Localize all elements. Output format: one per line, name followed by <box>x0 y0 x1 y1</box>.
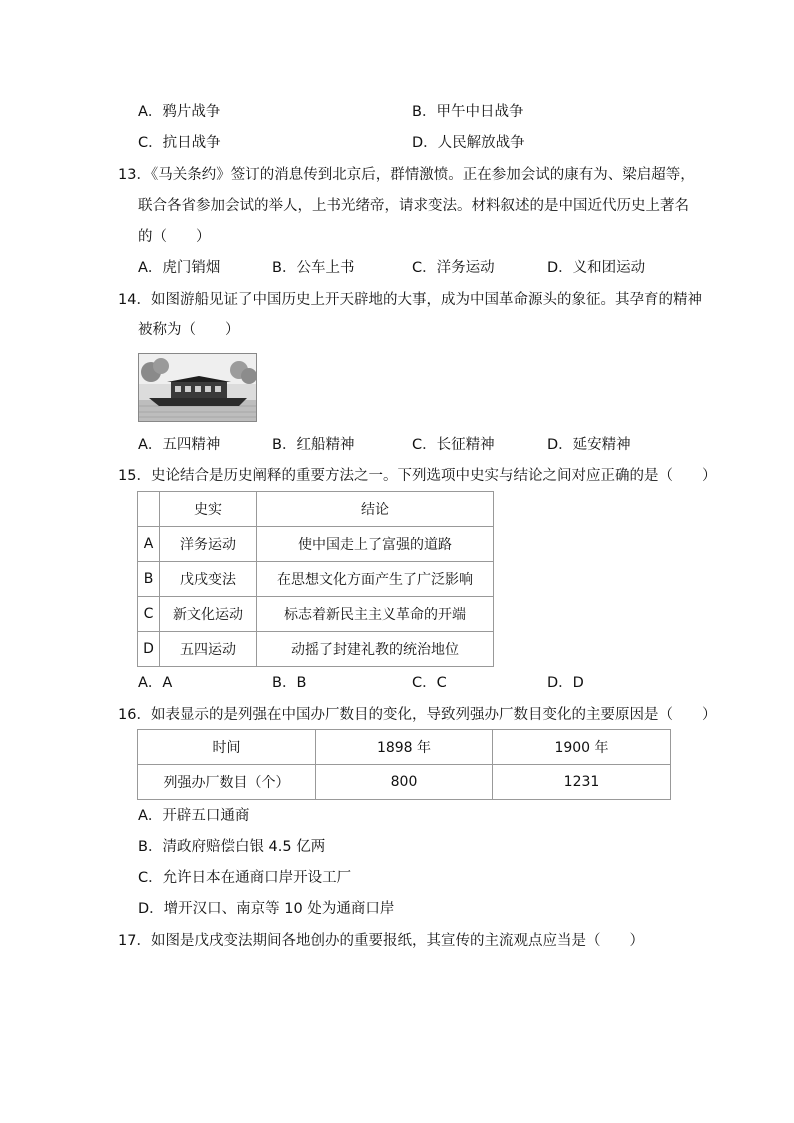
q14-option-b[interactable]: B．红船精神 <box>272 437 355 453</box>
table-header-row <box>138 730 671 765</box>
q13-option-b[interactable]: B．公车上书 <box>272 260 355 276</box>
table-cell: 五四运动 <box>160 632 257 667</box>
table-cell: D <box>138 632 160 667</box>
table-cell: 使中国走上了富强的道路 <box>257 527 494 562</box>
red-boat-photo <box>138 353 257 422</box>
q14-option-d[interactable]: D．延安精神 <box>547 437 631 453</box>
q13-option-c[interactable]: C．洋务运动 <box>412 260 495 276</box>
q14-stem-line1: 14．如图游船见证了中国历史上开天辟地的大事，成为中国革命源头的象征。其孕育的精神 <box>118 292 702 308</box>
table-cell: 1231 <box>493 765 671 800</box>
q16-option-a[interactable]: A．开辟五口通商 <box>138 808 250 824</box>
table-cell: 戊戌变法 <box>160 562 257 597</box>
q12-option-d[interactable]: D．人民解放战争 <box>412 135 525 151</box>
table-header-cell: 时间 <box>138 730 316 765</box>
q14-stem-line2: 被称为（ ） <box>138 322 240 338</box>
q16-option-c[interactable]: C．允许日本在通商口岸开设工厂 <box>138 870 352 886</box>
q15-option-a[interactable]: A．A <box>138 675 173 691</box>
table-row <box>138 562 494 597</box>
q15-option-b[interactable]: B．B <box>272 675 307 691</box>
q16-option-b[interactable]: B．清政府赔偿白银 4.5 亿两 <box>138 839 326 855</box>
q13-option-a[interactable]: A．虎门销烟 <box>138 260 221 276</box>
q13-stem-line3: 的（ ） <box>138 229 211 245</box>
q17-stem: 17．如图是戊戌变法期间各地创办的重要报纸，其宣传的主流观点应当是（ ） <box>118 933 644 949</box>
q16-option-d[interactable]: D．增开汉口、南京等 10 处为通商口岸 <box>138 901 395 917</box>
table-row <box>138 597 494 632</box>
table-cell: 动摇了封建礼教的统治地位 <box>257 632 494 667</box>
q13-option-d[interactable]: D．义和团运动 <box>547 260 646 276</box>
table-cell: B <box>138 562 160 597</box>
q16-table <box>137 729 671 800</box>
q16-stem: 16．如表显示的是列强在中国办厂数目的变化，导致列强办厂数目变化的主要原因是（ ） <box>118 707 717 723</box>
q14-option-a[interactable]: A．五四精神 <box>138 437 221 453</box>
q12-option-a[interactable]: A．鸦片战争 <box>138 104 221 120</box>
table-header-cell: 1900 年 <box>493 730 671 765</box>
table-header-cell: 结论 <box>257 492 494 527</box>
red-boat-image <box>139 354 256 421</box>
q13-stem-line2: 联合各省参加会试的举人，上书光绪帝，请求变法。材料叙述的是中国近代历史上著名 <box>138 198 689 214</box>
q12-option-b[interactable]: B．甲午中日战争 <box>412 104 524 120</box>
table-header-cell: 1898 年 <box>316 730 493 765</box>
table-header-cell: 史实 <box>160 492 257 527</box>
q15-option-d[interactable]: D．D <box>547 675 584 691</box>
table-cell: 洋务运动 <box>160 527 257 562</box>
table-cell: A <box>138 527 160 562</box>
table-cell: 列强办厂数目（个） <box>138 765 316 800</box>
q15-table <box>137 491 494 667</box>
q15-stem: 15．史论结合是历史阐释的重要方法之一。下列选项中史实与结论之间对应正确的是（ ） <box>118 468 717 484</box>
q13-stem-line1: 13．《马关条约》签订的消息传到北京后，群情激愤。正在参加会试的康有为、梁启超等， <box>118 167 695 183</box>
q14-option-c[interactable]: C．长征精神 <box>412 437 495 453</box>
q12-option-c[interactable]: C．抗日战争 <box>138 135 221 151</box>
table-header-row <box>138 492 494 527</box>
table-row <box>138 765 671 800</box>
table-cell: 标志着新民主主义革命的开端 <box>257 597 494 632</box>
q15-option-c[interactable]: C．C <box>412 675 447 691</box>
table-cell: 在思想文化方面产生了广泛影响 <box>257 562 494 597</box>
table-cell: 新文化运动 <box>160 597 257 632</box>
table-row <box>138 632 494 667</box>
table-header-cell <box>138 492 160 527</box>
table-cell: 800 <box>316 765 493 800</box>
table-cell: C <box>138 597 160 632</box>
table-row <box>138 527 494 562</box>
